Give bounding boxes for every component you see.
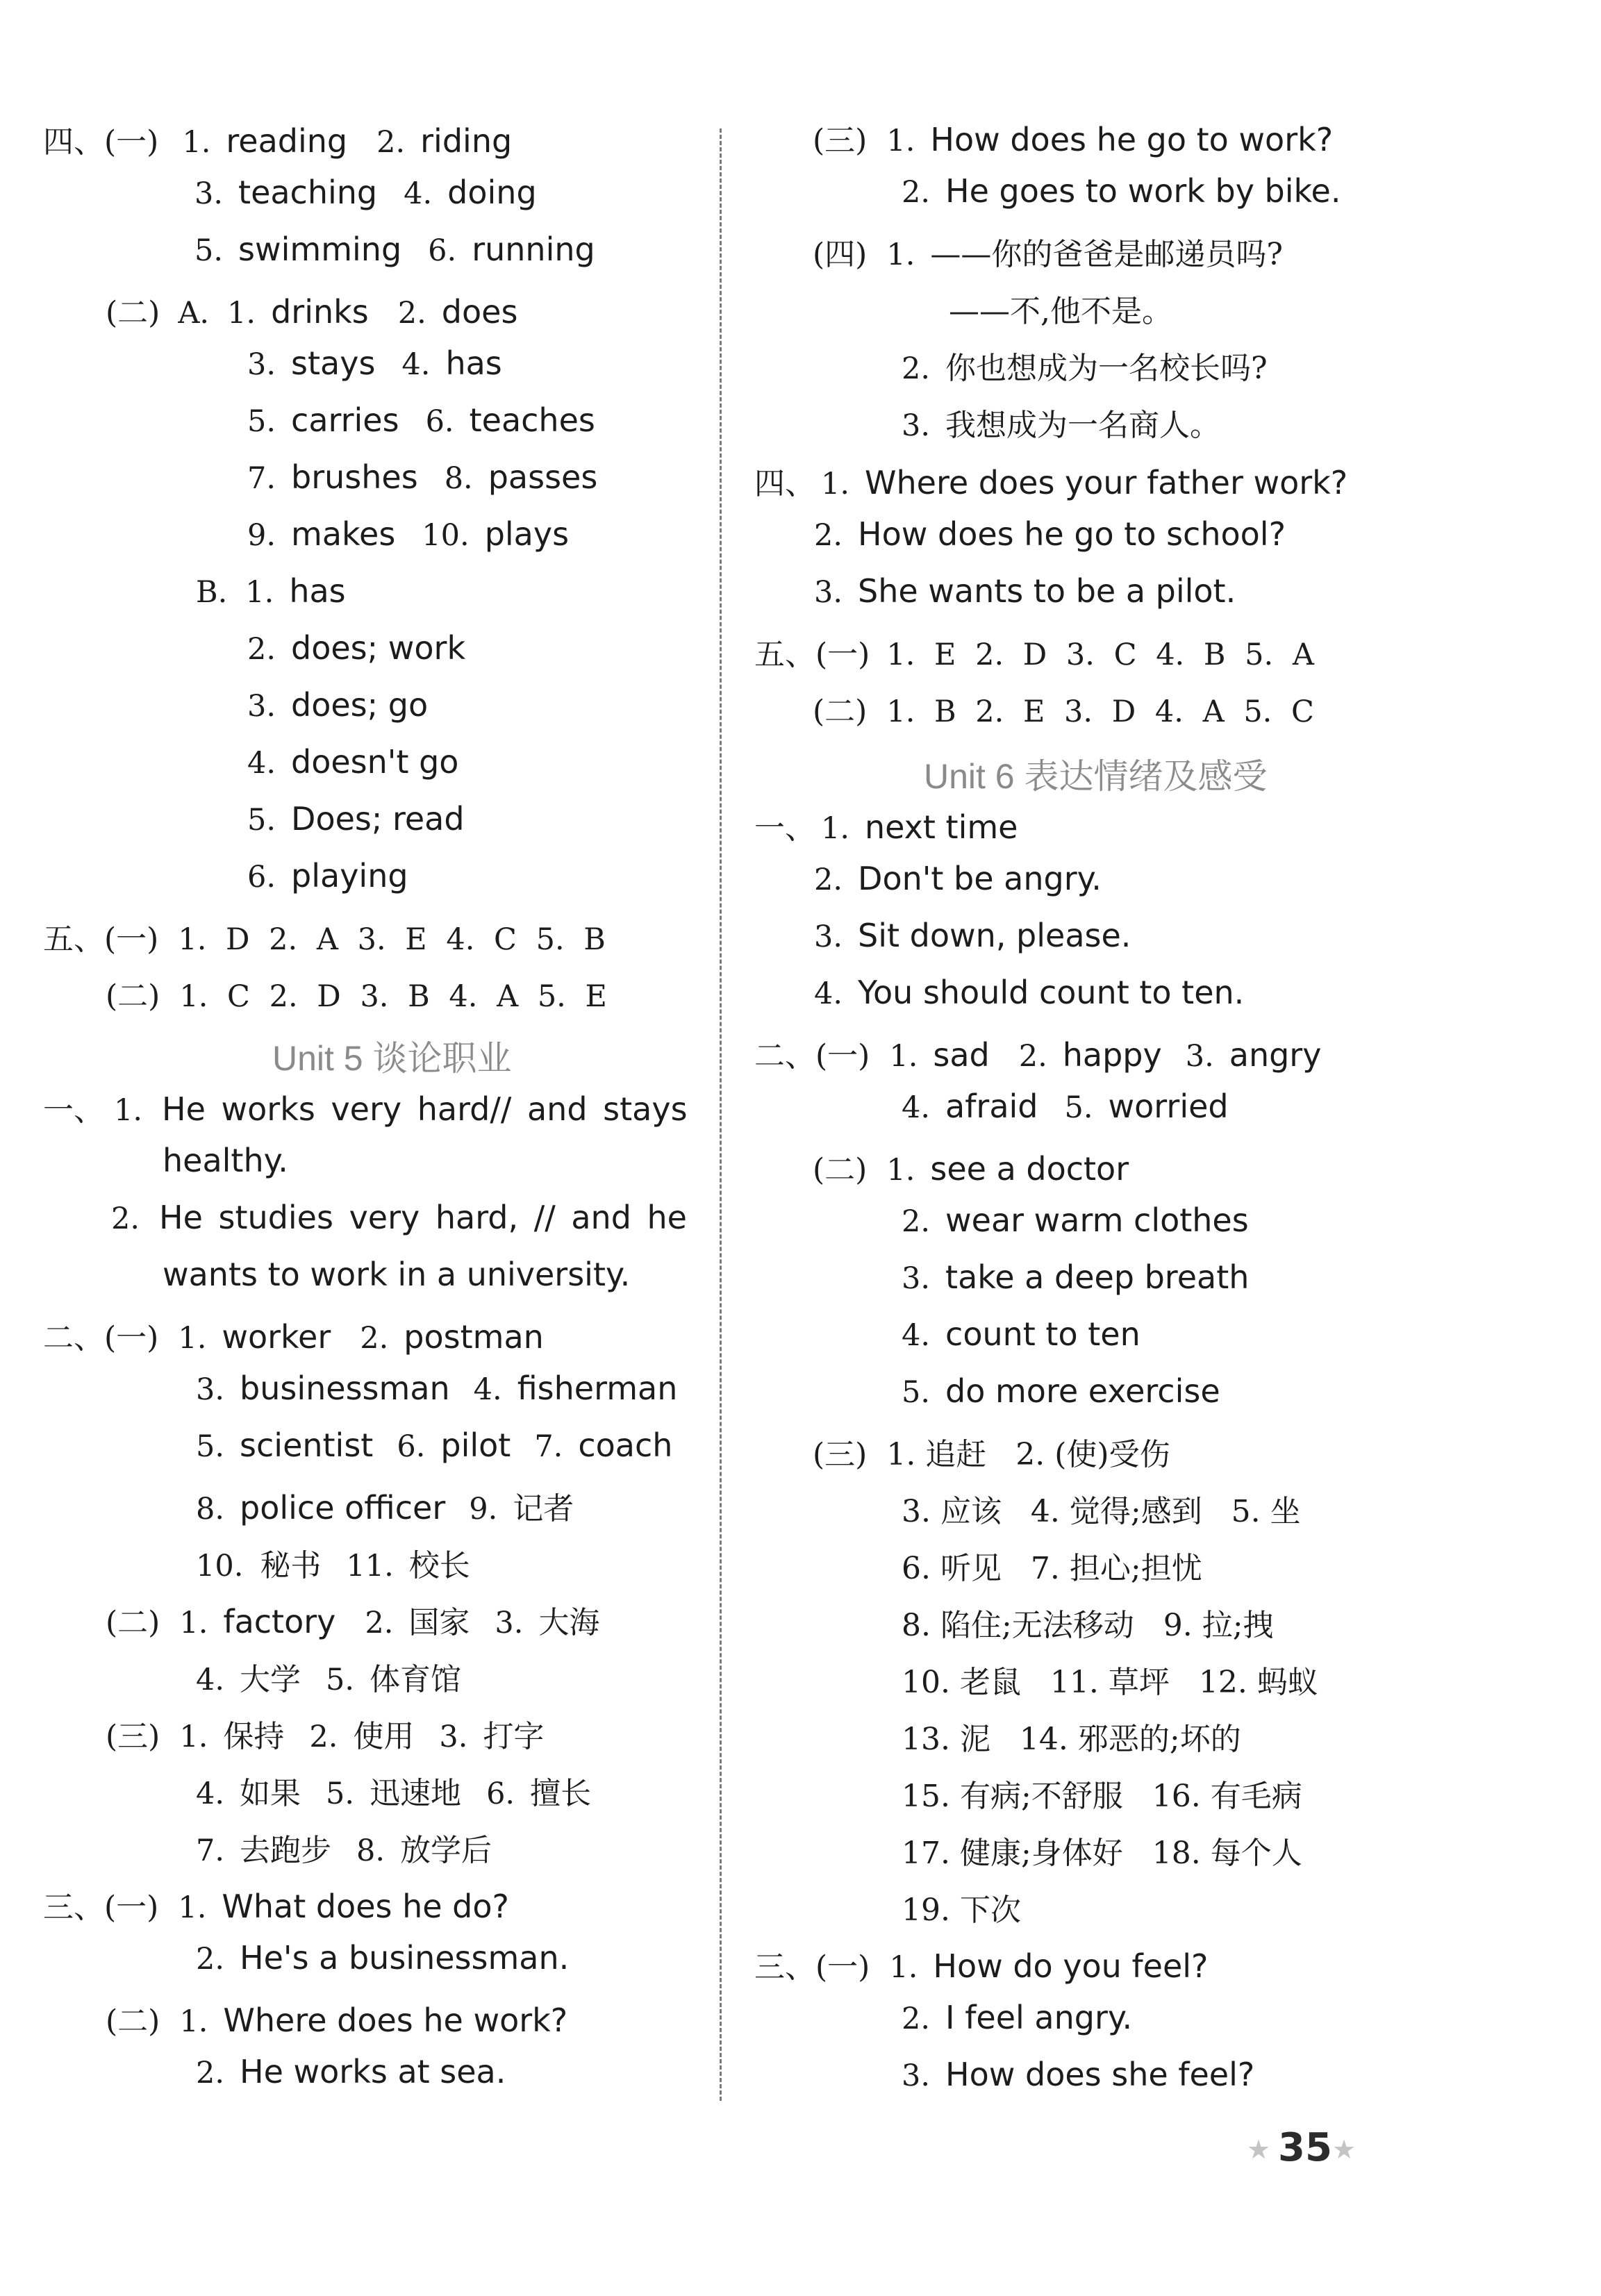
star-icon: ★ bbox=[1332, 2134, 1357, 2165]
answer-line: 13. 泥 14. 邪恶的;坏的 bbox=[902, 1722, 1241, 1757]
answer-line: 7. brushes 8. passes bbox=[247, 458, 598, 496]
unit-title: Unit 6 表达情绪及感受 bbox=[924, 757, 1268, 796]
unit-title: Unit 5 谈论职业 bbox=[272, 1039, 512, 1078]
answer-line: 6. playing bbox=[247, 857, 408, 895]
answer-line: wants to work in a university. bbox=[163, 1256, 631, 1293]
answer-line: B. 1. has bbox=[196, 572, 346, 610]
answer-line: 2. Don't be angry. bbox=[814, 860, 1102, 897]
answer-line: 一、 1. next time bbox=[754, 808, 1018, 846]
answer-line: (四) 1. ——你的爸爸是邮递员吗? bbox=[813, 237, 1283, 272]
answer-line: 7. 去跑步 8. 放学后 bbox=[196, 1833, 492, 1868]
answer-line: 5. scientist 6. pilot 7. coach bbox=[196, 1426, 673, 1464]
answer-line: 9. makes 10. plays bbox=[247, 515, 570, 553]
answer-line: 15. 有病;不舒服 16. 有毛病 bbox=[902, 1779, 1302, 1814]
answer-line: (三) 1. How does he go to work? bbox=[813, 121, 1334, 158]
answer-line: 10. 老鼠 11. 草坪 12. 蚂蚁 bbox=[902, 1665, 1318, 1700]
answer-line: (二) 1. C 2. D 3. B 4. A 5. E bbox=[106, 979, 607, 1014]
answer-line: 2. He goes to work by bike. bbox=[902, 172, 1341, 210]
answer-line: 2. does; work bbox=[247, 629, 466, 667]
answer-line: 3. 我想成为一名商人。 bbox=[902, 408, 1221, 443]
answer-line: 5. carries 6. teaches bbox=[247, 401, 595, 439]
answer-line: 3. take a deep breath bbox=[902, 1258, 1250, 1296]
answer-line: 3. She wants to be a pilot. bbox=[814, 572, 1236, 610]
answer-line: 4. You should count to ten. bbox=[814, 974, 1245, 1011]
answer-line: 2. I feel angry. bbox=[902, 1999, 1133, 2036]
answer-line: 4. count to ten bbox=[902, 1315, 1140, 1353]
column-divider bbox=[720, 128, 722, 2101]
answer-line: 3. How does she feel? bbox=[902, 2056, 1255, 2093]
answer-line: 2. How does he go to school? bbox=[814, 515, 1286, 553]
answer-line: 19. 下次 bbox=[902, 1892, 1021, 1928]
answer-line: 2. He studies very hard, // and he bbox=[111, 1199, 687, 1236]
answer-line: 6. 听见 7. 担心;担忧 bbox=[902, 1551, 1202, 1586]
answer-line: 3. businessman 4. fisherman bbox=[196, 1370, 678, 1407]
star-icon: ★ bbox=[1247, 2134, 1271, 2165]
answer-line: 4. 大学 5. 体育馆 bbox=[196, 1662, 462, 1697]
answer-line: 3. stays 4. has bbox=[247, 344, 502, 382]
answer-line: 三、(一) 1. How do you feel? bbox=[754, 1947, 1209, 1985]
answer-line: 3. teaching 4. doing bbox=[194, 174, 537, 211]
answer-line: healthy. bbox=[163, 1142, 288, 1179]
answer-line: (二) A. 1. drinks 2. does bbox=[106, 293, 518, 331]
answer-line: 8. 陷住;无法移动 9. 拉;拽 bbox=[902, 1608, 1274, 1643]
answer-line: (二) 1. Where does he work? bbox=[106, 2002, 568, 2039]
answer-line: 4. doesn't go bbox=[247, 743, 459, 781]
answer-line: (二) 1. see a doctor bbox=[813, 1150, 1129, 1188]
answer-line: ——不,他不是。 bbox=[949, 294, 1172, 329]
answer-line: 五、(一) 1. D 2. A 3. E 4. C 5. B bbox=[43, 922, 606, 957]
answer-line: 4. 如果 5. 迅速地 6. 擅长 bbox=[196, 1776, 592, 1811]
answer-line: 四、 1. Where does your father work? bbox=[754, 464, 1348, 501]
answer-line: 五、(一) 1. E 2. D 3. C 4. B 5. A bbox=[754, 637, 1314, 672]
answer-line: 5. swimming 6. running bbox=[194, 231, 595, 268]
answer-line: (三) 1. 追赶 2. (使)受伤 bbox=[813, 1437, 1170, 1472]
answer-line: 2. He's a businessman. bbox=[196, 1939, 570, 1977]
answer-line: 二、(一) 1. worker 2. postman bbox=[43, 1318, 544, 1356]
answer-line: 2. 你也想成为一名校长吗? bbox=[902, 351, 1268, 386]
answer-line: 3. 应该 4. 觉得;感到 5. 坐 bbox=[902, 1494, 1301, 1529]
section-label: 四、(一) bbox=[43, 124, 159, 160]
answer-line: (二) 1. B 2. E 3. D 4. A 5. C bbox=[813, 694, 1314, 729]
answer-line: 3. Sit down, please. bbox=[814, 917, 1131, 954]
answer-line: 3. does; go bbox=[247, 686, 429, 724]
answer-line: 8. police officer 9. 记者 bbox=[196, 1489, 574, 1526]
answer-line: 17. 健康;身体好 18. 每个人 bbox=[902, 1836, 1302, 1871]
page-number: 35 bbox=[1278, 2125, 1332, 2170]
answer-line: 2. He works at sea. bbox=[196, 2053, 506, 2090]
answer-line: 5. do more exercise bbox=[902, 1372, 1220, 1410]
answer-line: 5. Does; read bbox=[247, 800, 465, 838]
answer-line: (二) 1. factory 2. 国家 3. 大海 bbox=[106, 1603, 600, 1640]
answer-line: 四、(一) 1. reading 2. riding bbox=[43, 117, 512, 174]
answer-line: 4. afraid 5. worried bbox=[902, 1088, 1229, 1125]
answer-line: (三) 1. 保持 2. 使用 3. 打字 bbox=[106, 1719, 545, 1754]
answer-line: 三、(一) 1. What does he do? bbox=[43, 1888, 509, 1925]
answer-line: 10. 秘书 11. 校长 bbox=[196, 1548, 470, 1583]
answer-line: 二、(一) 1. sad 2. happy 3. angry bbox=[754, 1036, 1322, 1074]
answer-line: 2. wear warm clothes bbox=[902, 1201, 1249, 1239]
answer-line: 一、 1. He works very hard// and stays bbox=[43, 1090, 688, 1128]
